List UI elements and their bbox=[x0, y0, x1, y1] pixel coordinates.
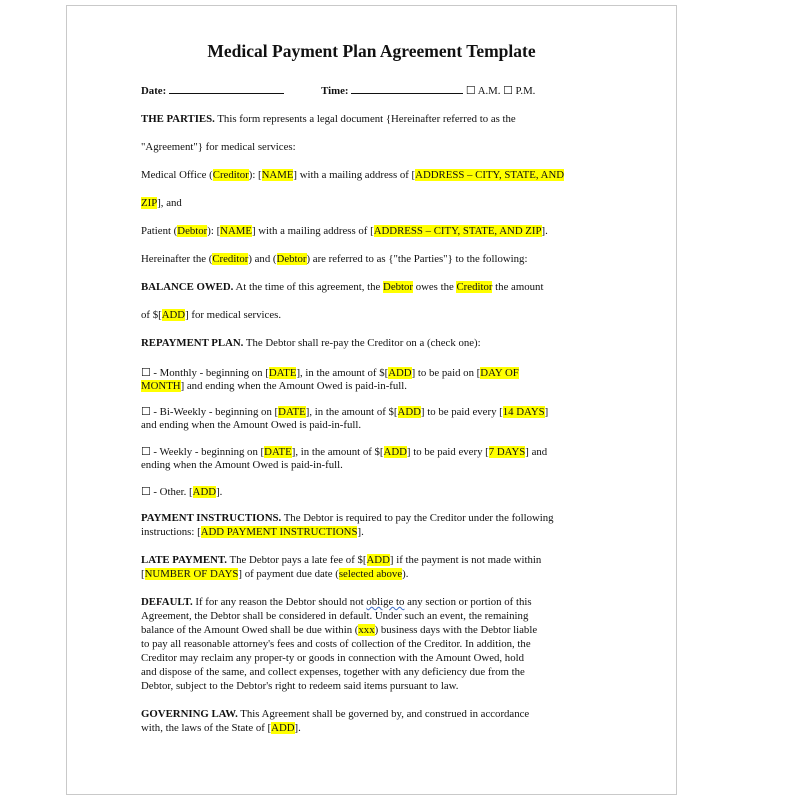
name-placeholder[interactable]: NAME bbox=[261, 169, 294, 181]
debtor-placeholder[interactable]: Debtor bbox=[276, 253, 307, 265]
add-placeholder[interactable]: ADD bbox=[192, 486, 217, 498]
biweekly-option-line-2: and ending when the Amount Owed is paid-in-full. bbox=[141, 419, 362, 431]
governing-law-line-2: with, the laws of the State of [ADD]. bbox=[141, 722, 301, 734]
medical-office-line-2: ZIP], and bbox=[141, 197, 182, 209]
late-payment-line-1: LATE PAYMENT. The Debtor pays a late fee of $[ADD] if the payment is not made within bbox=[141, 554, 542, 566]
date-time-row bbox=[141, 84, 535, 97]
repayment-intro: REPAYMENT PLAN. The Debtor shall re-pay the Creditor on a (check one): bbox=[141, 337, 481, 349]
other-option[interactable]: ☐ - Other. [ADD]. bbox=[141, 486, 223, 498]
debtor-placeholder[interactable]: Debtor bbox=[383, 281, 413, 293]
am-pm-checkboxes[interactable]: ☐ A.M. ☐ P.M. bbox=[465, 85, 536, 97]
xxx-placeholder[interactable]: xxx bbox=[358, 624, 375, 636]
number-of-days-placeholder[interactable]: NUMBER OF DAYS bbox=[144, 568, 239, 580]
document-page bbox=[70, 8, 673, 792]
name-placeholder[interactable]: NAME bbox=[220, 225, 252, 237]
month-placeholder[interactable]: MONTH bbox=[141, 380, 181, 392]
balance-line-2: of $[ADD] for medical services. bbox=[141, 309, 282, 321]
date-blank[interactable] bbox=[169, 84, 284, 94]
debtor-placeholder[interactable]: Debtor bbox=[177, 225, 208, 237]
day-of-placeholder[interactable]: DAY OF bbox=[480, 367, 519, 379]
repayment-heading: REPAYMENT PLAN. bbox=[141, 337, 244, 349]
governing-law-line-1: GOVERNING LAW. This Agreement shall be governed by, and construed in accordance bbox=[141, 708, 530, 720]
default-line-1: DEFAULT. If for any reason the Debtor should not oblige to any section or portion of this bbox=[141, 596, 532, 608]
add-placeholder[interactable]: ADD bbox=[271, 722, 295, 734]
monthly-option-line-2: MONTH] and ending when the Amount Owed is paid-in-full. bbox=[141, 380, 407, 392]
biweekly-option[interactable]: ☐ - Bi-Weekly - beginning on [DATE], in the amount of $[ADD] to be paid every [14 DAYS] bbox=[141, 406, 549, 418]
creditor-placeholder[interactable]: Creditor bbox=[212, 169, 249, 181]
date-placeholder[interactable]: DATE bbox=[268, 367, 297, 379]
add-placeholder[interactable]: ADD bbox=[366, 554, 390, 566]
seven-days-placeholder[interactable]: 7 DAYS bbox=[488, 446, 526, 458]
parties-line-1: THE PARTIES. This form represents a legal document {Hereinafter referred to as the bbox=[141, 113, 516, 125]
governing-law-heading: GOVERNING LAW. bbox=[141, 708, 238, 720]
fourteen-days-placeholder[interactable]: 14 DAYS bbox=[502, 406, 545, 418]
default-heading: DEFAULT. bbox=[141, 596, 193, 608]
date-placeholder[interactable]: DATE bbox=[264, 446, 292, 458]
creditor-placeholder[interactable]: Creditor bbox=[456, 281, 493, 293]
time-label: Time: bbox=[321, 85, 349, 97]
patient-line: Patient (Debtor): [NAME] with a mailing address of [ADDRESS – CITY, STATE, AND ZIP]. bbox=[141, 225, 548, 237]
selected-above-placeholder[interactable]: selected above bbox=[338, 568, 403, 580]
parties-line-2: "Agreement"} for medical services: bbox=[141, 141, 296, 153]
medical-office-line: Medical Office (Creditor): [NAME] with a mailing address of [ADDRESS – CITY, STATE, AND bbox=[141, 169, 565, 181]
default-line-2: Agreement, the Debtor shall be considered in default. Under such an event, the remaining bbox=[141, 610, 529, 622]
late-payment-heading: LATE PAYMENT. bbox=[141, 554, 227, 566]
address-full-placeholder[interactable]: ADDRESS – CITY, STATE, AND ZIP bbox=[373, 225, 542, 237]
default-line-3: balance of the Amount Owed shall be due within (xxx) business days with the Debtor liable bbox=[141, 624, 538, 636]
hereinafter-line: Hereinafter the (Creditor) and (Debtor) are referred to as {"the Parties"} to the following: bbox=[141, 253, 528, 265]
address-placeholder[interactable]: ADDRESS – CITY, STATE, AND bbox=[415, 169, 565, 181]
add-placeholder[interactable]: ADD bbox=[383, 446, 407, 458]
add-payment-instructions-placeholder[interactable]: ADD PAYMENT INSTRUCTIONS bbox=[200, 526, 358, 538]
creditor-placeholder[interactable]: Creditor bbox=[212, 253, 249, 265]
add-placeholder[interactable]: ADD bbox=[397, 406, 421, 418]
parties-heading: THE PARTIES. bbox=[141, 113, 215, 125]
late-payment-line-2: [NUMBER OF DAYS] of payment due date (selected above). bbox=[141, 568, 409, 580]
default-line-7: Debtor, subject to the Debtor's right to redeem said items pursuant to law. bbox=[141, 680, 459, 692]
weekly-option[interactable]: ☐ - Weekly - beginning on [DATE], in the amount of $[ADD] to be paid every [7 DAYS] and bbox=[141, 446, 548, 458]
balance-line-1: BALANCE OWED. At the time of this agreement, the Debtor owes the Creditor the amount bbox=[141, 281, 544, 293]
add-placeholder[interactable]: ADD bbox=[161, 309, 186, 321]
payment-instructions-heading: PAYMENT INSTRUCTIONS. bbox=[141, 512, 282, 524]
default-line-4: to pay all reasonable attorney's fees and costs of collection of the Creditor. In addition, the bbox=[141, 638, 531, 650]
balance-heading: BALANCE OWED. bbox=[141, 281, 234, 293]
date-label: Date: bbox=[141, 85, 167, 97]
time-blank[interactable] bbox=[351, 84, 463, 94]
default-line-5: Creditor may reclaim any proper-ty or goods in connection with the Amount Owed, hold bbox=[141, 652, 524, 664]
add-placeholder[interactable]: ADD bbox=[388, 367, 412, 379]
date-placeholder[interactable]: DATE bbox=[278, 406, 306, 418]
payment-instructions-line-1: PAYMENT INSTRUCTIONS. The Debtor is required to pay the Creditor under the following bbox=[141, 512, 554, 524]
payment-instructions-line-2: instructions: [ADD PAYMENT INSTRUCTIONS]. bbox=[141, 526, 364, 538]
spellcheck-word[interactable]: oblige to bbox=[366, 596, 405, 608]
page-title: Medical Payment Plan Agreement Template bbox=[207, 41, 536, 61]
zip-placeholder[interactable]: ZIP bbox=[141, 197, 158, 209]
weekly-option-line-2: ending when the Amount Owed is paid-in-full. bbox=[141, 459, 343, 471]
monthly-option[interactable]: ☐ - Monthly - beginning on [DATE], in the amount of $[ADD] to be paid on [DAY OF bbox=[141, 367, 519, 379]
default-line-6: and dispose of the same, and collect expenses, together with any deficiency due from the bbox=[141, 666, 525, 678]
